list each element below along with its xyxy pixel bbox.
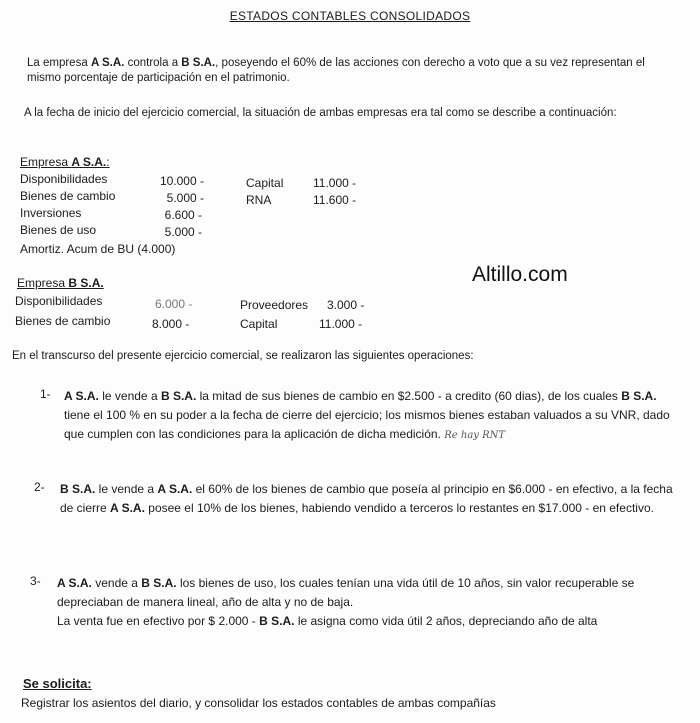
watermark: Altillo.com [472, 263, 568, 286]
empresa-a-value: 5.000 - [164, 225, 202, 239]
solicita-text: Registrar los asientos del diario, y consolidar los estados contables de ambas compañías [21, 696, 496, 710]
operation-2: B S.A. le vende a A S.A. el 60% de los bienes de cambio que poseía al principio en $6.000 - en efectivo, a la fecha de cierre A S.A. posee el 10% de los bienes, habiendo vendido a terceros lo restantes en $17.000 - en efectivo. [60, 482, 673, 515]
empresa-a-row: Bienes de uso [20, 223, 97, 237]
empresa-b-value: 6.000 - [155, 297, 193, 311]
empresa-a-value: 10.000 - [159, 174, 204, 188]
operation-3: A S.A. vende a B S.A. los bienes de uso, los cuales tenían una vida útil de 10 años, sin valor recuperable se depreciaban de manera lineal, año de alta y no de baja. La venta fue en efectivo por $ 2.000 - B S.A. le asigna como vida útil 2 años, depreciando año de alta [57, 576, 635, 628]
operation-3-number: 3- [30, 574, 41, 588]
empresa-a-rna-value: 11.600 - [313, 193, 357, 207]
empresa-a-amortizacion: Amortiz. Acum de BU (4.000) [20, 242, 176, 256]
solicita-heading: Se solicita: [23, 676, 92, 691]
empresa-a-row: Bienes de cambio [20, 189, 116, 203]
empresa-a-value: 6.600 - [164, 208, 202, 222]
empresa-b-row: Disponibilidades [15, 294, 103, 308]
empresa-a-heading: Empresa A S.A.: [20, 155, 110, 169]
empresa-b-proveedores-value: 3.000 - [327, 298, 365, 312]
empresa-b-row: Bienes de cambio [15, 314, 111, 328]
empresa-a-capital-value: 11.000 - [313, 176, 357, 190]
empresa-a-rna-label: RNA [246, 193, 272, 207]
operation-1-number: 1- [40, 387, 51, 401]
operations-intro: En el transcurso del presente ejercicio comercial, se realizaron las siguientes operaciones: [12, 350, 474, 362]
empresa-b-capital-value: 11.000 - [319, 317, 363, 331]
handwritten-note: Re hay RNT [444, 430, 506, 441]
empresa-a-row: Inversiones [20, 206, 82, 220]
empresa-b-value: 8.000 - [152, 317, 190, 331]
empresa-a-capital-label: Capital [246, 176, 284, 190]
empresa-a-row: Disponibilidades [20, 172, 108, 186]
operation-2-number: 2- [34, 480, 45, 494]
intro-paragraph-1: La empresa A S.A. controla a B S.A., poseyendo el 60% de las acciones con derecho a voto que a su vez representan el mismo porcentaje de participación en el patrimonio. [27, 57, 645, 84]
empresa-b-heading: Empresa B S.A. [17, 276, 104, 290]
empresa-a-value: 5.000 - [166, 191, 204, 205]
operation-1: A S.A. le vende a B S.A. la mitad de sus bienes de cambio en $2.500 - a credito (60 dias), de los cuales B S.A. tiene el 100 % en su poder a la fecha de cierre del ejercicio; los mismos bienes estaban valuados a su VNR, dado que cumplen con las condiciones para la aplicación de dicha medición. Re hay RNT [64, 389, 670, 441]
empresa-b-proveedores-label: Proveedores [240, 298, 309, 312]
intro-paragraph-2: A la fecha de inicio del ejercicio comercial, la situación de ambas empresas era tal como se describe a continuación: [24, 107, 617, 119]
empresa-b-capital-label: Capital [240, 317, 278, 331]
page-title: ESTADOS CONTABLES CONSOLIDADOS [229, 9, 471, 23]
